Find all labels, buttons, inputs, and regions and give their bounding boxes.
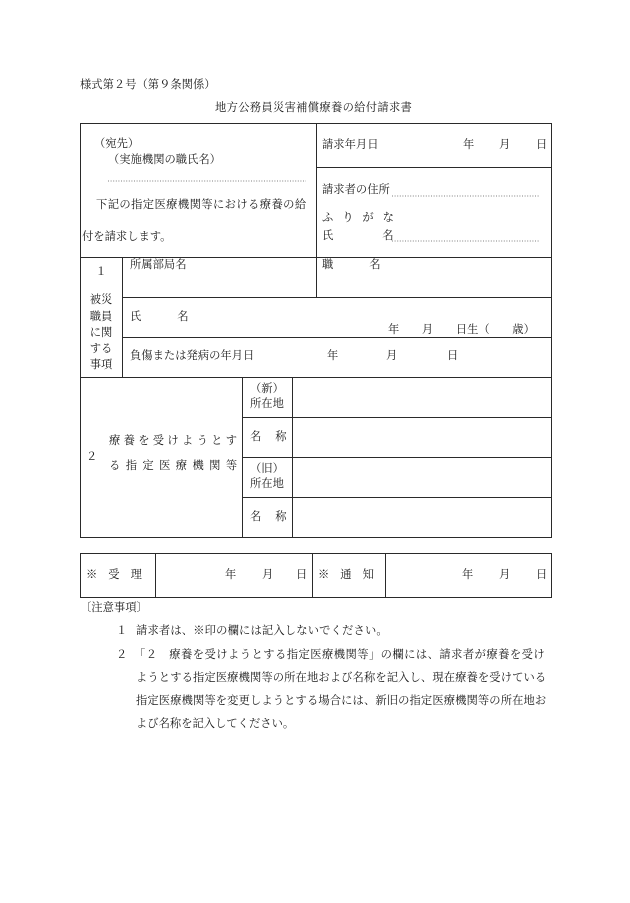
- claimant-address-label: 請求者の住所: [322, 183, 390, 196]
- injury-date-month: 月: [386, 349, 398, 362]
- birth-date-text: 年 月 日生（ 歳）: [388, 323, 535, 336]
- note-text-line: よび名称を記入してください。: [136, 717, 295, 730]
- note-text-line: 指定医療機関等を変更しようとする場合には、新旧の指定医療機関等の所在地お: [136, 694, 547, 707]
- form-number: 様式第２号（第９条関係）: [80, 78, 216, 91]
- section1-heading-line: 被災: [89, 293, 113, 306]
- section2-number: ２: [86, 450, 98, 463]
- section1-heading-line: 事項: [89, 358, 113, 371]
- addressee-sub-label: （実施機関の職氏名）: [108, 153, 221, 166]
- new-name-label: 名称: [250, 430, 301, 443]
- claim-date-year: 年: [463, 138, 475, 151]
- new-location-label: 所在地: [250, 397, 284, 410]
- received-year: 年: [225, 568, 237, 581]
- claimant-furigana-label: ふりがな: [322, 211, 403, 224]
- notified-day: 日: [536, 568, 548, 581]
- claimant-name-label: 氏名: [322, 229, 443, 242]
- received-month: 月: [262, 568, 274, 581]
- note-text-line: ようとする指定医療機関等の所在地および名称を記入し、現在療養を受けている: [136, 671, 547, 684]
- addressee-label: （宛先）: [94, 137, 140, 150]
- injury-date-day: 日: [447, 349, 459, 362]
- injury-date-year: 年: [327, 349, 339, 362]
- section1-heading-line: に関: [89, 326, 113, 339]
- section1-number: １: [95, 265, 107, 278]
- request-text-line2: 付を請求します。: [82, 230, 172, 243]
- old-name-label: 名称: [250, 510, 301, 523]
- claim-date-label: 請求年月日: [322, 138, 379, 151]
- new-tag: （新）: [250, 382, 284, 395]
- old-location-label: 所在地: [250, 477, 284, 490]
- department-label: 所属部局名: [130, 258, 187, 271]
- form-title: 地方公務員災害補償療養の給付請求書: [215, 101, 413, 114]
- old-tag: （旧）: [250, 462, 284, 475]
- injury-date-label: 負傷または発病の年月日: [130, 349, 255, 362]
- note-number: ２: [116, 648, 128, 661]
- note-text-line: 「２ 療養を受けようとする指定医療機関等」の欄には、請求者が療養を受け: [134, 648, 546, 661]
- request-text-line1: 下記の指定医療機関等における療養の給: [96, 198, 307, 211]
- received-label: ※受理: [86, 568, 153, 581]
- notified-year: 年: [462, 568, 474, 581]
- note-number: １: [116, 624, 128, 637]
- section2-heading-line1: 療養を受けようとす: [109, 434, 241, 447]
- position-label: 職名: [322, 258, 417, 271]
- notes-heading: 〔注意事項〕: [80, 601, 148, 614]
- employee-name-label: 氏名: [130, 310, 225, 323]
- note-text-line: 請求者は、※印の欄には記入しないでください。: [136, 624, 388, 637]
- section1-heading-line: 職員: [89, 310, 113, 323]
- section1-heading-line: する: [89, 342, 113, 355]
- claim-date-day: 日: [536, 138, 548, 151]
- notified-label: ※通知: [318, 568, 385, 581]
- section2-heading-line2: る指定医療機関等: [109, 459, 243, 472]
- claim-date-month: 月: [499, 138, 511, 151]
- notified-month: 月: [499, 568, 511, 581]
- received-day: 日: [296, 568, 308, 581]
